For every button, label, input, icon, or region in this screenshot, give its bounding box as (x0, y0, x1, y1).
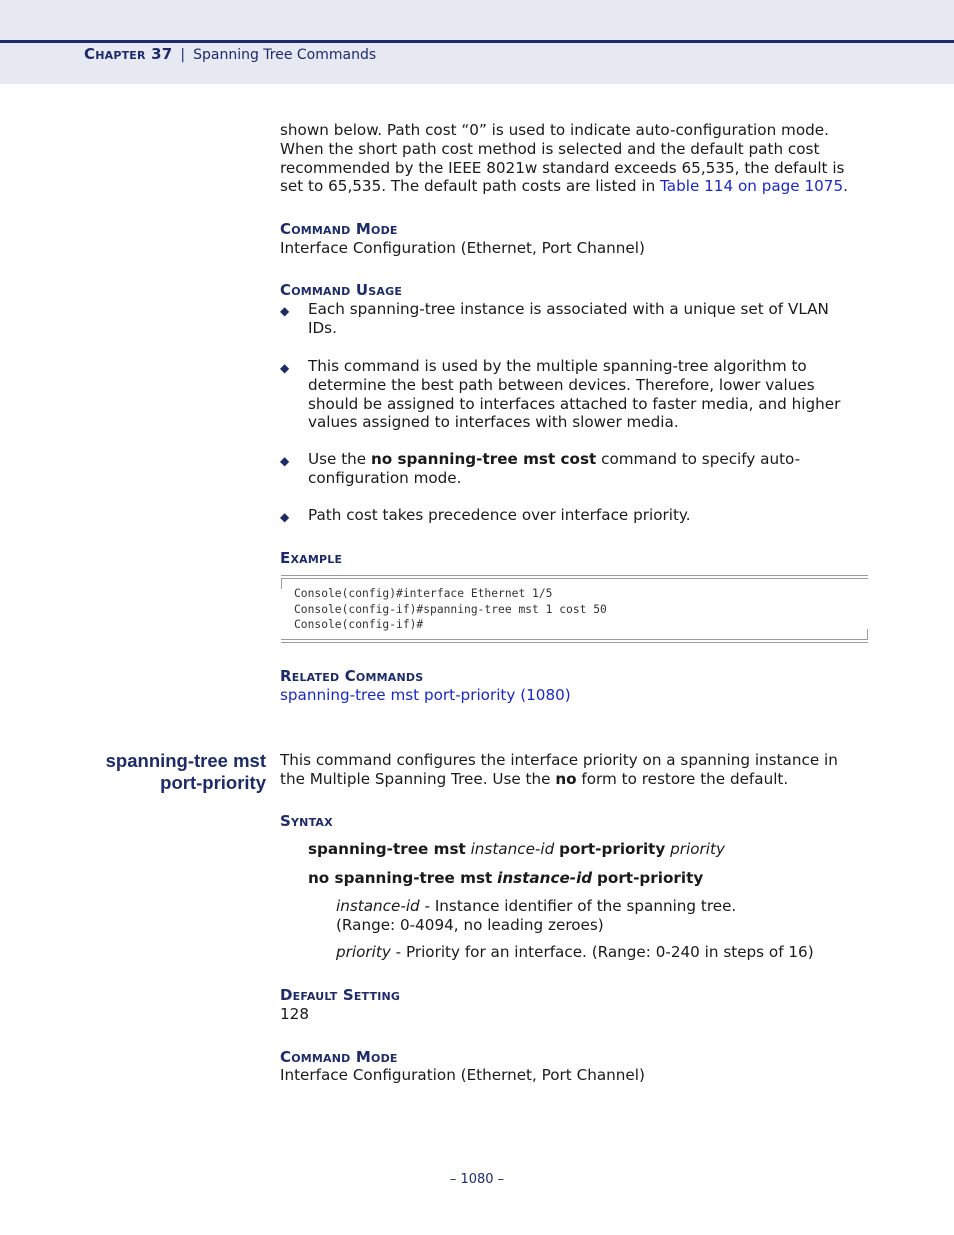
syntax-line-1 (308, 840, 908, 859)
intro-line: When the short path cost method is selected and the default path cost (280, 139, 820, 158)
intro-line (280, 177, 880, 196)
bullet-line: IDs. (308, 318, 337, 337)
table-reference-link[interactable]: Table 114 on page 1075 (660, 177, 844, 196)
code-line: Console(config)#interface Ethernet 1/5 (294, 587, 553, 600)
bullet-text: Use the (308, 450, 371, 468)
command-name: no spanning-tree mst cost (370, 450, 597, 468)
param-description-1 (336, 897, 876, 935)
description-text: the Multiple Spanning Tree. Use the (280, 769, 556, 788)
command-mode-text: Interface Configuration (Ethernet, Port Channel) (280, 239, 645, 257)
related-commands-heading: Related Commands (280, 667, 424, 685)
param-text: - Instance identifier of the spanning tree. (419, 897, 737, 915)
intro-text: . (843, 177, 848, 196)
description-line (280, 770, 880, 789)
usage-bullet-3 (308, 450, 873, 488)
running-header (84, 45, 376, 63)
keyword-no: no (555, 769, 577, 788)
page-header (0, 0, 954, 84)
syntax-keyword: port-priority (597, 869, 704, 887)
bullet-line: should be assigned to interfaces attached to faster media, and higher (308, 394, 841, 413)
section-title-line: spanning-tree mst (105, 750, 266, 771)
syntax-line-2 (308, 869, 908, 888)
intro-text: set to 65,535. The default path costs are listed in (280, 177, 661, 196)
chapter-title: Spanning Tree Commands (193, 47, 377, 63)
page-number: – 1080 – (449, 1172, 505, 1187)
command-mode-text: Interface Configuration (Ethernet, Port Channel) (280, 1066, 645, 1084)
param-text: - Priority for an interface. (Range: 0-240 in steps of 16) (390, 943, 814, 961)
param-name: instance-id (336, 897, 420, 915)
intro-paragraph (280, 121, 880, 196)
default-setting-heading: Default Setting (280, 986, 401, 1004)
bullet-icon: ◆ (280, 304, 290, 318)
example-heading: Example (280, 549, 343, 567)
syntax-command: no spanning-tree mst (308, 869, 493, 887)
header-separator: | (180, 47, 186, 63)
bullet-icon: ◆ (280, 510, 290, 524)
syntax-param: instance-id (470, 840, 555, 858)
default-setting-value: 128 (280, 1005, 309, 1023)
syntax-command: spanning-tree mst (308, 840, 466, 858)
bullet-line: configuration mode. (308, 468, 462, 487)
syntax-param: priority (670, 840, 725, 858)
param-line (336, 897, 876, 916)
bullet-icon: ◆ (280, 361, 290, 375)
param-description-2 (336, 943, 876, 962)
description-line: This command configures the interface priority on a spanning instance in (280, 751, 838, 769)
bullet-line (308, 450, 873, 469)
syntax-heading: Syntax (280, 812, 333, 830)
code-line: Console(config-if)#spanning-tree mst 1 cost 50 (294, 603, 607, 616)
bullet-line: determine the best path between devices. Therefore, lower values (308, 375, 815, 394)
command-mode-heading: Command Mode (280, 220, 398, 238)
code-line: Console(config-if)# (294, 618, 424, 631)
section-title-line: port-priority (160, 772, 266, 793)
param-name: priority (336, 943, 391, 961)
header-rule (0, 40, 954, 43)
intro-line: shown below. Path cost “0” is used to indicate auto-configuration mode. (280, 121, 829, 139)
usage-bullet-2 (308, 357, 873, 432)
bullet-icon: ◆ (280, 454, 290, 468)
bullet-line: Each spanning-tree instance is associated with a unique set of VLAN (308, 300, 829, 318)
bullet-line: values assigned to interfaces with slower media. (308, 413, 679, 432)
command-usage-heading: Command Usage (280, 281, 403, 299)
syntax-keyword: port-priority (559, 840, 666, 858)
bullet-line: This command is used by the multiple spanning-tree algorithm to (308, 357, 807, 375)
code-example-box (281, 575, 868, 643)
description-text: form to restore the default. (576, 769, 789, 788)
usage-bullet-4: Path cost takes precedence over interface priority. (308, 506, 691, 524)
chapter-label: Chapter 37 (84, 45, 173, 63)
usage-bullet-1 (308, 300, 873, 338)
section-title (106, 750, 266, 794)
param-line: (Range: 0-4094, no leading zeroes) (336, 915, 604, 934)
intro-line: recommended by the IEEE 8021w standard exceeds 65,535, the default is (280, 158, 845, 177)
section-description (280, 751, 880, 789)
command-mode-heading: Command Mode (280, 1048, 398, 1066)
syntax-param: instance-id (497, 869, 593, 887)
bullet-text: command to specify auto- (596, 450, 801, 468)
related-command-link[interactable]: spanning-tree mst port-priority (1080) (280, 686, 571, 704)
